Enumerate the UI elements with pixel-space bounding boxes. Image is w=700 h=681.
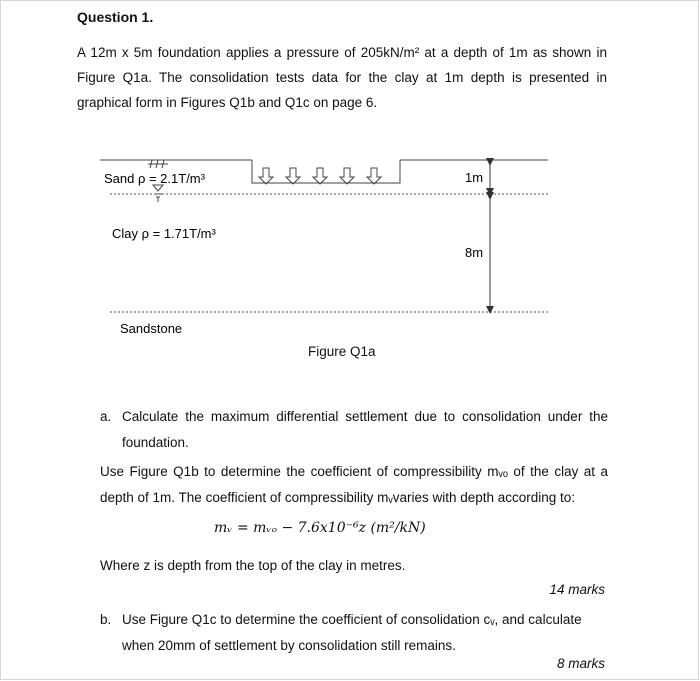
part-a-marks: 14 marks: [549, 582, 605, 597]
pressure-arrow: [259, 168, 273, 184]
pressure-arrow: [313, 168, 327, 184]
dimension-label-1m: 1m: [465, 170, 484, 185]
instruction-line: depth of 1m. The coefficient of compressibility mᵥvaries with depth according to:: [100, 490, 576, 505]
dimension-label-8m: 8m: [465, 245, 484, 260]
part-a-line: Calculate the maximum differential settlement due to consolidation under the: [122, 409, 608, 424]
part-b-letter: b.: [100, 612, 112, 627]
part-a-instructions: [100, 459, 608, 511]
intro-line: A 12m x 5m foundation applies a pressure of 205kN/m² at a depth of 1m as shown in: [77, 45, 607, 60]
sand-label: Sand ρ = 2.1T/m³: [104, 171, 205, 186]
instruction-line: Use Figure Q1b to determine the coefficient of compressibility mᵥₒ of the clay at a: [100, 464, 608, 479]
part-b-marks: 8 marks: [556, 656, 605, 671]
where-note: Where z is depth from the top of the clay in metres.: [100, 558, 406, 573]
part-a: [100, 404, 608, 456]
intro-line: Figure Q1a. The consolidation tests data for the clay at 1m depth is presented in: [77, 70, 607, 85]
question-heading: Question 1.: [77, 9, 154, 25]
pressure-arrows: [259, 168, 381, 184]
sandstone-label: Sandstone: [120, 321, 183, 336]
pressure-arrow: [367, 168, 381, 184]
part-a-line: foundation.: [122, 435, 189, 450]
part-b-line: Use Figure Q1c to determine the coefficient of consolidation cᵥ, and calculate: [122, 612, 582, 627]
compressibility-equation: mᵥ = mᵥₒ − 7.6x10⁻⁶z (m²/kN): [214, 520, 426, 536]
figure-q1a: [0, 150, 700, 340]
clay-label: Clay ρ = 1.71T/m³: [112, 226, 216, 241]
pressure-arrow: [340, 168, 354, 184]
pressure-arrow: [286, 168, 300, 184]
part-b-line: when 20mm of settlement by consolidation still remains.: [122, 638, 456, 653]
intro-paragraph: [77, 40, 607, 115]
figure-caption: Figure Q1a: [308, 344, 376, 359]
part-b: [100, 607, 608, 659]
part-a-letter: a.: [100, 409, 112, 424]
intro-line: graphical form in Figures Q1b and Q1c on page 6.: [77, 95, 378, 110]
